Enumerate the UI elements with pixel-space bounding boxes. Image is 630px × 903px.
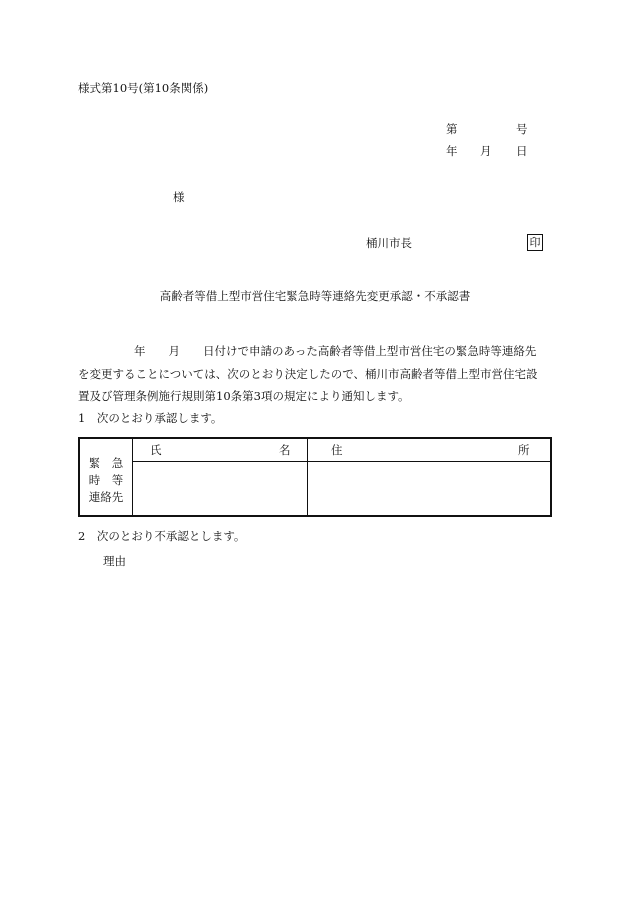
side-label-line-2: 時 等 <box>88 473 124 487</box>
issuer-name: 桶川市長 <box>366 236 412 250</box>
addressee-suffix: 様 <box>173 190 185 204</box>
emergency-contact-table <box>78 437 552 517</box>
doc-number-dai: 第 <box>446 122 458 136</box>
body-month: 月 <box>168 344 180 358</box>
form-number: 様式第10号(第10条関係) <box>78 81 209 95</box>
body-line-3: 置及び管理条例施行規則第10条第3項の規定により通知します。 <box>78 389 410 403</box>
body-line-2: を変更することについては、次のとおり決定したので、桶川市高齢者等借上型市営住宅設 <box>78 367 538 381</box>
address-value-cell[interactable] <box>309 463 550 515</box>
name-value-cell[interactable] <box>134 463 305 515</box>
item-rejection: 2 次のとおり不承認とします。 <box>78 529 246 543</box>
date-month: 月 <box>480 144 492 158</box>
document-title: 高齢者等借上型市営住宅緊急時等連絡先変更承認・不承認書 <box>159 289 471 303</box>
item-approval: 1 次のとおり承認します。 <box>78 411 223 425</box>
address-header-char-2: 所 <box>518 443 530 457</box>
name-header-char-1: 氏 <box>150 443 162 457</box>
body-year: 年 <box>134 344 146 358</box>
seal-mark: 印 <box>527 234 543 251</box>
body-line-1 <box>78 346 536 358</box>
date-day: 日 <box>516 144 528 158</box>
reason-label: 理由 <box>103 554 126 568</box>
side-label-line-3: 連絡先 <box>88 490 124 504</box>
table-side-label <box>80 455 132 506</box>
name-header-char-2: 名 <box>279 443 291 457</box>
doc-number-gou: 号 <box>516 122 528 136</box>
table-divider-middle <box>307 439 308 515</box>
table-header-divider <box>132 461 550 462</box>
address-header-char-1: 住 <box>331 443 343 457</box>
date-year: 年 <box>446 144 458 158</box>
body-line-1-text: 日付けで申請のあった高齢者等借上型市営住宅の緊急時等連絡先 <box>203 344 537 358</box>
side-label-line-1: 緊 急 <box>88 456 124 470</box>
table-divider-left <box>132 439 133 515</box>
